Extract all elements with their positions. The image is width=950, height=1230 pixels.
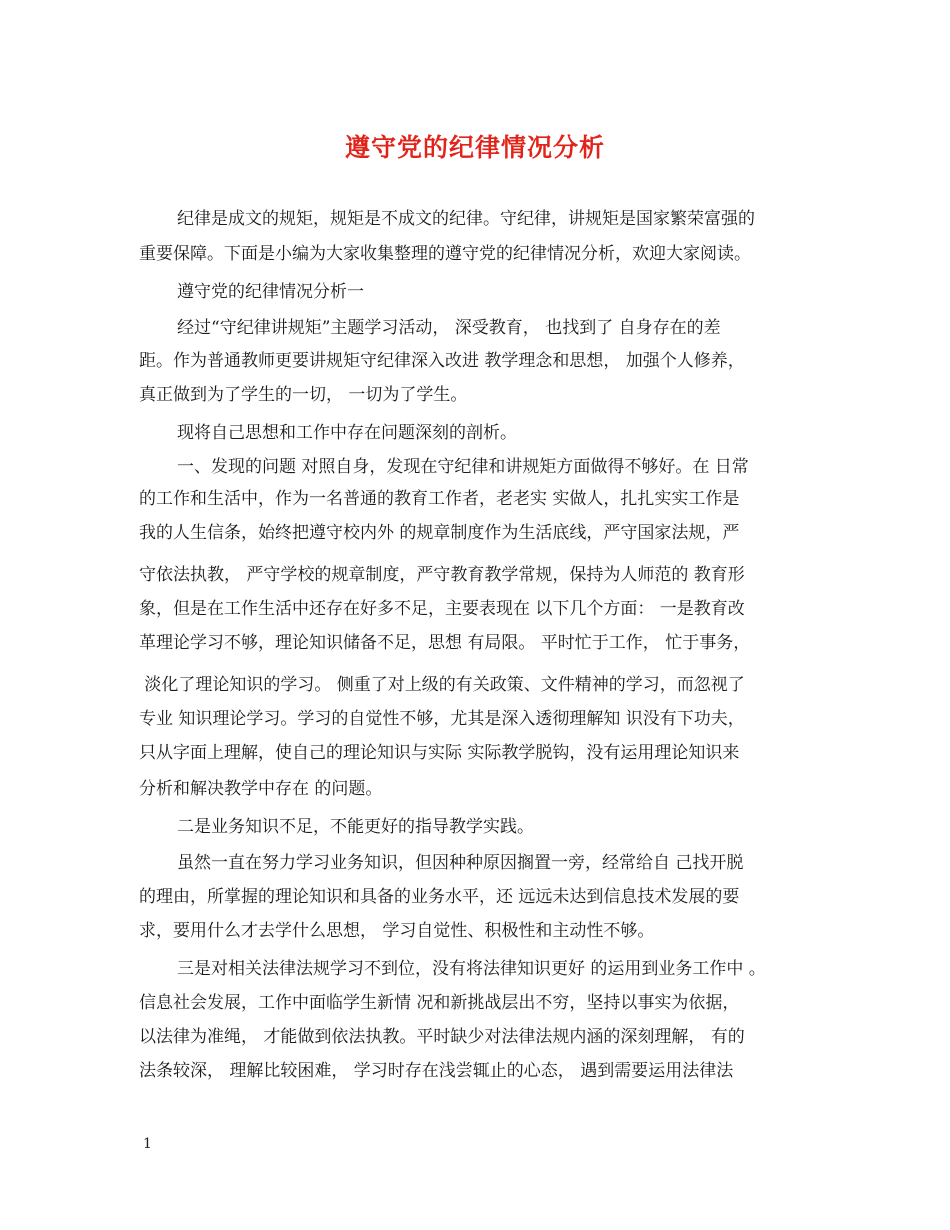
text-line: 我的人生信条，始终把遵守校内外 的规章制度作为生活底线，严守国家法规，严	[139, 523, 740, 543]
text-line: 革理论学习不够，理论知识储备不足，思想 有局限。 平时忙于工作， 忙于事务，	[139, 633, 751, 653]
text-line: 象，但是在工作生活中还存在好多不足，主要表现在 以下几个方面： 一是教育改	[139, 599, 745, 619]
text-line: 三是对相关法律法规学习不到位，没有将法律知识更好 的运用到业务工作中 。	[177, 959, 766, 979]
text-line: 二是业务知识不足，不能更好的指导教学实践。	[177, 817, 534, 837]
text-line: 守依法执教， 严守学校的规章制度，严守教育教学常规，保持为人师范的 教育形	[139, 565, 745, 585]
text-line: 求，要用什么才去学什么思想， 学习自觉性、积极性和主动性不够。	[139, 921, 655, 941]
document-title: 遵守党的纪律情况分析	[344, 133, 605, 162]
text-line: 经过“守纪律讲规矩”主题学习活动， 深受教育， 也找到了 自身存在的差	[177, 318, 721, 338]
page-number: 1	[143, 1136, 152, 1152]
text-line: 虽然一直在努力学习业务知识，但因种种原因搁置一旁，经常给自 己找开脱	[177, 853, 744, 873]
text-line: 淡化了理论知识的学习。 侧重了对上级的有关政策、文件精神的学习，而忽视了	[139, 675, 745, 695]
text-line: 只从字面上理解，使自己的理论知识与实际 实际教学脱钩，没有运用理论知识来	[139, 743, 740, 763]
text-line: 重要保障。下面是小编为大家收集整理的遵守党的纪律情况分析，欢迎大家阅读。	[139, 244, 751, 264]
text-line: 真正做到为了学生的一切， 一切为了学生。	[139, 385, 468, 405]
text-line: 遵守党的纪律情况分析一	[177, 282, 364, 302]
text-line: 纪律是成文的规矩，规矩是不成文的纪律。守纪律，讲规矩是国家繁荣富强的	[177, 209, 755, 229]
text-line: 的工作和生活中，作为一名普通的教育工作者，老老实 实做人，扎扎实实工作是	[139, 489, 740, 509]
text-line: 法条较深， 理解比较困难， 学习时存在浅尝辄止的心态， 遇到需要运用法律法	[139, 1061, 734, 1081]
text-line: 分析和解决教学中存在 的问题。	[139, 779, 383, 799]
text-line: 专业 知识理论学习。学习的自觉性不够，尤其是深入透彻理解知 识没有下功夫，	[139, 709, 745, 729]
text-line: 距。作为普通教师更要讲规矩守纪律深入改进 教学理念和思想， 加强个人修养，	[139, 351, 745, 371]
text-line: 的理由，所掌握的理论知识和具备的业务水平，还 远远未达到信息技术发展的要	[139, 887, 740, 907]
text-line: 以法律为准绳， 才能做到依法执教。平时缺少对法律法规内涵的深刻理解， 有的	[139, 1027, 745, 1047]
text-line: 一、发现的问题 对照自身，发现在守纪律和讲规矩方面做得不够好。在 日常	[177, 457, 749, 477]
text-line: 信息社会发展，工作中面临学生新情 况和新挑战层出不穷，坚持以事实为依据，	[139, 993, 740, 1013]
text-line: 现将自己思想和工作中存在问题深刻的剖析。	[177, 423, 517, 443]
